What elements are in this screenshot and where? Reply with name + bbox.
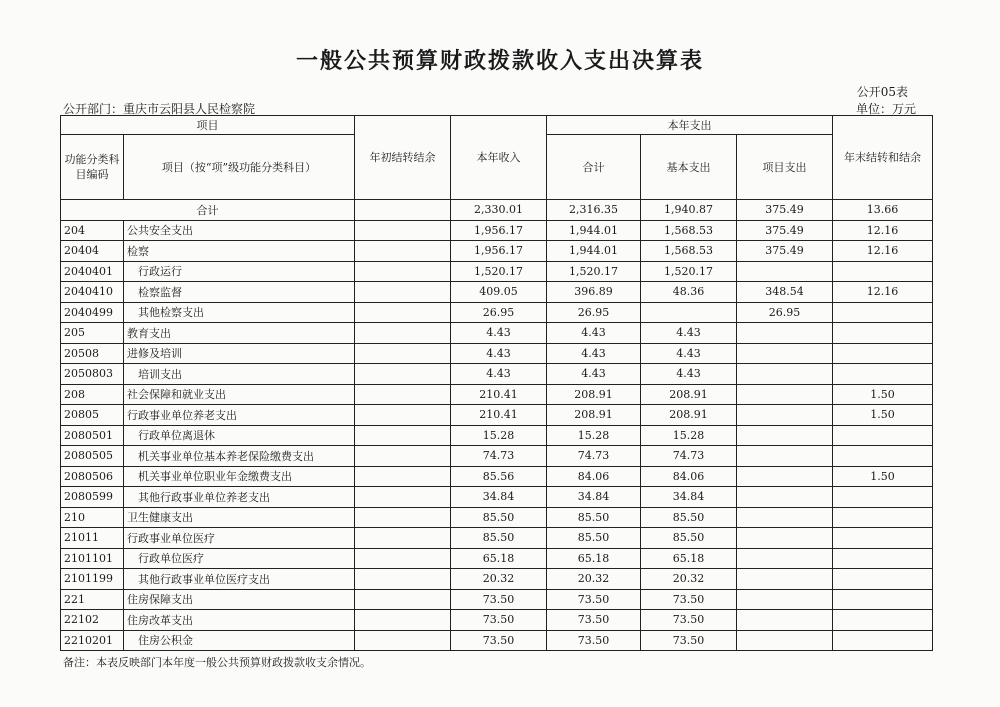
header-total: 合计 xyxy=(547,135,641,200)
cell-total: 1,944.01 xyxy=(547,241,641,262)
cell-name: 行政事业单位养老支出 xyxy=(124,405,355,426)
cell-basic: 15.28 xyxy=(641,425,737,446)
cell-project xyxy=(737,630,833,651)
cell-name: 机关事业单位基本养老保险缴费支出 xyxy=(124,446,355,467)
cell-basic: 1,520.17 xyxy=(641,261,737,282)
cell-basic: 1,940.87 xyxy=(641,200,737,221)
cell-closing xyxy=(833,630,933,651)
cell-project: 26.95 xyxy=(737,302,833,323)
cell-income: 85.50 xyxy=(451,507,547,528)
cell-code: 205 xyxy=(61,323,124,344)
header-expense-group: 本年支出 xyxy=(547,116,833,135)
table-row xyxy=(61,282,933,303)
cell-opening xyxy=(355,364,451,385)
cell-opening xyxy=(355,220,451,241)
cell-project xyxy=(737,610,833,631)
cell-closing: 1.50 xyxy=(833,405,933,426)
cell-income: 34.84 xyxy=(451,487,547,508)
cell-name: 社会保障和就业支出 xyxy=(124,384,355,405)
cell-project xyxy=(737,589,833,610)
cell-project xyxy=(737,446,833,467)
cell-project: 348.54 xyxy=(737,282,833,303)
cell-opening xyxy=(355,261,451,282)
cell-project xyxy=(737,528,833,549)
cell-total: 73.50 xyxy=(547,610,641,631)
cell-income: 74.73 xyxy=(451,446,547,467)
cell-project xyxy=(737,384,833,405)
cell-basic: 84.06 xyxy=(641,466,737,487)
cell-total: 396.89 xyxy=(547,282,641,303)
cell-income: 4.43 xyxy=(451,323,547,344)
header-project-expense: 项目支出 xyxy=(737,135,833,200)
cell-basic: 65.18 xyxy=(641,548,737,569)
cell-code: 2080501 xyxy=(61,425,124,446)
cell-project: 375.49 xyxy=(737,220,833,241)
cell-income: 85.50 xyxy=(451,528,547,549)
header-func-name: 项目（按“项”级功能分类科目） xyxy=(124,135,355,200)
cell-closing: 13.66 xyxy=(833,200,933,221)
cell-code: 2101199 xyxy=(61,569,124,590)
cell-code: 22102 xyxy=(61,610,124,631)
cell-opening xyxy=(355,528,451,549)
cell-project xyxy=(737,548,833,569)
cell-basic: 4.43 xyxy=(641,364,737,385)
cell-name: 行政事业单位医疗 xyxy=(124,528,355,549)
cell-code: 210 xyxy=(61,507,124,528)
cell-total: 65.18 xyxy=(547,548,641,569)
cell-opening xyxy=(355,323,451,344)
table-row xyxy=(61,466,933,487)
cell-closing xyxy=(833,302,933,323)
unit-label: 单位：万元 xyxy=(855,102,916,116)
cell-name: 行政单位离退休 xyxy=(124,425,355,446)
cell-closing xyxy=(833,610,933,631)
cell-project xyxy=(737,405,833,426)
cell-code: 20805 xyxy=(61,405,124,426)
cell-closing: 12.16 xyxy=(833,220,933,241)
cell-opening xyxy=(355,200,451,221)
cell-project xyxy=(737,466,833,487)
table-row xyxy=(61,364,933,385)
header-income: 本年收入 xyxy=(451,116,547,200)
cell-code: 208 xyxy=(61,384,124,405)
cell-code: 2080599 xyxy=(61,487,124,508)
cell-basic: 34.84 xyxy=(641,487,737,508)
cell-basic: 20.32 xyxy=(641,569,737,590)
cell-total: 4.43 xyxy=(547,364,641,385)
cell-income: 15.28 xyxy=(451,425,547,446)
cell-code: 2040499 xyxy=(61,302,124,323)
cell-total: 2,316.35 xyxy=(547,200,641,221)
cell-name: 行政单位医疗 xyxy=(124,548,355,569)
cell-income: 26.95 xyxy=(451,302,547,323)
header-closing-balance: 年末结转和结余 xyxy=(833,116,933,200)
cell-basic: 74.73 xyxy=(641,446,737,467)
cell-name: 机关事业单位职业年金缴费支出 xyxy=(124,466,355,487)
cell-total: 20.32 xyxy=(547,569,641,590)
cell-opening xyxy=(355,343,451,364)
cell-total: 34.84 xyxy=(547,487,641,508)
cell-income: 4.43 xyxy=(451,343,547,364)
cell-name: 行政运行 xyxy=(124,261,355,282)
cell-total: 1,944.01 xyxy=(547,220,641,241)
cell-opening xyxy=(355,466,451,487)
cell-opening xyxy=(355,548,451,569)
cell-income: 73.50 xyxy=(451,630,547,651)
table-row xyxy=(61,589,933,610)
cell-project xyxy=(737,261,833,282)
cell-income: 1,956.17 xyxy=(451,220,547,241)
cell-income: 73.50 xyxy=(451,610,547,631)
cell-project xyxy=(737,343,833,364)
total-row xyxy=(61,200,933,221)
cell-opening xyxy=(355,405,451,426)
cell-name: 其他行政事业单位养老支出 xyxy=(124,487,355,508)
cell-closing xyxy=(833,364,933,385)
table-row xyxy=(61,528,933,549)
cell-project: 375.49 xyxy=(737,200,833,221)
cell-project xyxy=(737,364,833,385)
cell-code: 20508 xyxy=(61,343,124,364)
cell-code: 2040410 xyxy=(61,282,124,303)
cell-code: 2210201 xyxy=(61,630,124,651)
header-func-code: 功能分类科目编码 xyxy=(61,135,124,200)
table-row xyxy=(61,343,933,364)
cell-basic: 73.50 xyxy=(641,610,737,631)
cell-name: 培训支出 xyxy=(124,364,355,385)
table-row xyxy=(61,302,933,323)
cell-basic xyxy=(641,302,737,323)
cell-basic: 1,568.53 xyxy=(641,241,737,262)
cell-closing xyxy=(833,569,933,590)
cell-total: 15.28 xyxy=(547,425,641,446)
cell-total: 73.50 xyxy=(547,630,641,651)
cell-income: 2,330.01 xyxy=(451,200,547,221)
cell-income: 1,520.17 xyxy=(451,261,547,282)
cell-closing xyxy=(833,507,933,528)
cell-income: 73.50 xyxy=(451,589,547,610)
header-opening-balance: 年初结转结余 xyxy=(355,116,451,200)
cell-closing xyxy=(833,261,933,282)
cell-closing xyxy=(833,343,933,364)
cell-basic: 85.50 xyxy=(641,528,737,549)
cell-basic: 73.50 xyxy=(641,630,737,651)
cell-total: 73.50 xyxy=(547,589,641,610)
total-label: 合计 xyxy=(61,200,355,221)
cell-opening xyxy=(355,507,451,528)
table-row xyxy=(61,425,933,446)
cell-basic: 48.36 xyxy=(641,282,737,303)
cell-income: 1,956.17 xyxy=(451,241,547,262)
cell-closing xyxy=(833,528,933,549)
cell-total: 4.43 xyxy=(547,323,641,344)
cell-basic: 4.43 xyxy=(641,343,737,364)
cell-basic: 208.91 xyxy=(641,384,737,405)
header-basic: 基本支出 xyxy=(641,135,737,200)
table-row xyxy=(61,384,933,405)
cell-name: 检察 xyxy=(124,241,355,262)
footnote: 备注：本表反映部门本年度一般公共预算财政拨款收支余情况。 xyxy=(63,656,371,669)
cell-total: 208.91 xyxy=(547,405,641,426)
department-label: 公开部门：重庆市云阳县人民检察院 xyxy=(63,102,256,116)
cell-name: 进修及培训 xyxy=(124,343,355,364)
cell-project xyxy=(737,507,833,528)
cell-total: 4.43 xyxy=(547,343,641,364)
cell-name: 检察监督 xyxy=(124,282,355,303)
header-project: 项目 xyxy=(61,116,355,135)
table-row xyxy=(61,630,933,651)
table-row xyxy=(61,487,933,508)
cell-total: 84.06 xyxy=(547,466,641,487)
cell-closing xyxy=(833,323,933,344)
cell-closing xyxy=(833,425,933,446)
cell-opening xyxy=(355,610,451,631)
page-title: 一般公共预算财政拨款收入支出决算表 xyxy=(295,49,704,74)
table-row xyxy=(61,241,933,262)
cell-name: 公共安全支出 xyxy=(124,220,355,241)
cell-name: 教育支出 xyxy=(124,323,355,344)
cell-opening xyxy=(355,630,451,651)
cell-basic: 85.50 xyxy=(641,507,737,528)
cell-income: 4.43 xyxy=(451,364,547,385)
cell-total: 85.50 xyxy=(547,528,641,549)
cell-closing: 12.16 xyxy=(833,241,933,262)
cell-opening xyxy=(355,569,451,590)
cell-income: 65.18 xyxy=(451,548,547,569)
cell-opening xyxy=(355,302,451,323)
cell-code: 21011 xyxy=(61,528,124,549)
cell-total: 74.73 xyxy=(547,446,641,467)
cell-name: 其他行政事业单位医疗支出 xyxy=(124,569,355,590)
table-row xyxy=(61,569,933,590)
cell-total: 1,520.17 xyxy=(547,261,641,282)
cell-code: 204 xyxy=(61,220,124,241)
cell-closing xyxy=(833,487,933,508)
cell-basic: 73.50 xyxy=(641,589,737,610)
cell-income: 85.56 xyxy=(451,466,547,487)
cell-opening xyxy=(355,241,451,262)
cell-basic: 4.43 xyxy=(641,323,737,344)
cell-opening xyxy=(355,589,451,610)
cell-income: 409.05 xyxy=(451,282,547,303)
cell-project xyxy=(737,323,833,344)
cell-income: 210.41 xyxy=(451,384,547,405)
cell-opening xyxy=(355,384,451,405)
cell-income: 20.32 xyxy=(451,569,547,590)
cell-total: 208.91 xyxy=(547,384,641,405)
table-row xyxy=(61,610,933,631)
table-row xyxy=(61,261,933,282)
cell-project xyxy=(737,425,833,446)
cell-closing: 1.50 xyxy=(833,466,933,487)
table-row xyxy=(61,548,933,569)
cell-opening xyxy=(355,425,451,446)
cell-closing xyxy=(833,589,933,610)
cell-total: 26.95 xyxy=(547,302,641,323)
cell-code: 221 xyxy=(61,589,124,610)
table-row xyxy=(61,220,933,241)
cell-opening xyxy=(355,282,451,303)
cell-name: 卫生健康支出 xyxy=(124,507,355,528)
cell-name: 住房公积金 xyxy=(124,630,355,651)
cell-project xyxy=(737,569,833,590)
cell-name: 住房改革支出 xyxy=(124,610,355,631)
cell-name: 其他检察支出 xyxy=(124,302,355,323)
cell-opening xyxy=(355,446,451,467)
cell-code: 2101101 xyxy=(61,548,124,569)
table-row xyxy=(61,446,933,467)
cell-closing: 12.16 xyxy=(833,282,933,303)
cell-code: 2080506 xyxy=(61,466,124,487)
cell-project: 375.49 xyxy=(737,241,833,262)
table-row xyxy=(61,405,933,426)
table-code: 公开05表 xyxy=(856,85,908,99)
cell-code: 2040401 xyxy=(61,261,124,282)
cell-income: 210.41 xyxy=(451,405,547,426)
cell-name: 住房保障支出 xyxy=(124,589,355,610)
cell-code: 2080505 xyxy=(61,446,124,467)
budget-table xyxy=(60,115,933,651)
cell-basic: 208.91 xyxy=(641,405,737,426)
cell-closing xyxy=(833,446,933,467)
cell-code: 2050803 xyxy=(61,364,124,385)
table-row xyxy=(61,323,933,344)
cell-closing: 1.50 xyxy=(833,384,933,405)
cell-opening xyxy=(355,487,451,508)
cell-code: 20404 xyxy=(61,241,124,262)
cell-total: 85.50 xyxy=(547,507,641,528)
table-row xyxy=(61,507,933,528)
cell-basic: 1,568.53 xyxy=(641,220,737,241)
cell-closing xyxy=(833,548,933,569)
cell-project xyxy=(737,487,833,508)
